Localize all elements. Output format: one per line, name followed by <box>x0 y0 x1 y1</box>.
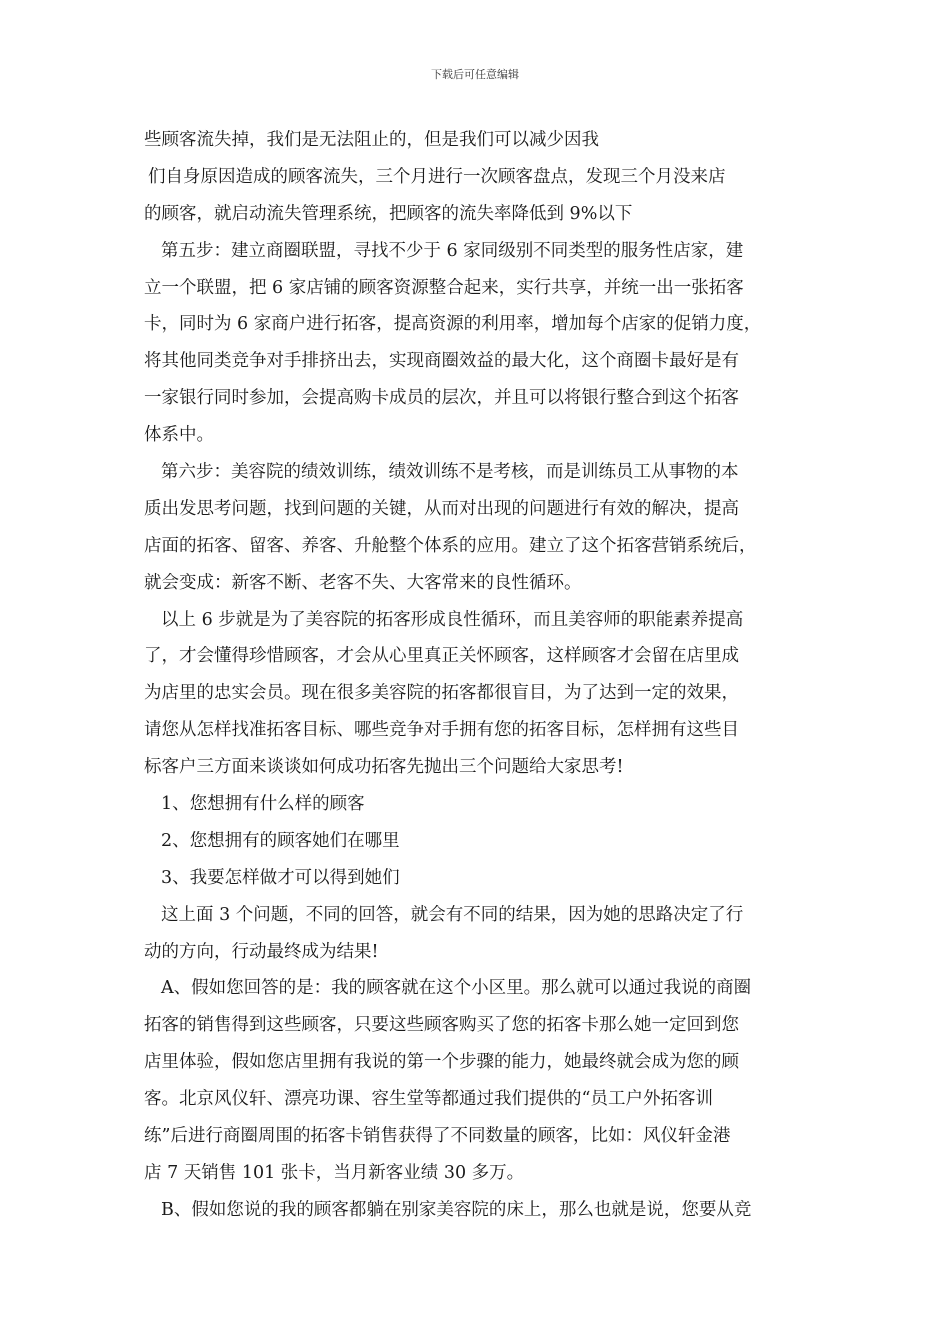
text-line: 拓客的销售得到这些顾客，只要这些顾客购买了您的拓客卡那么她一定回到您 <box>144 1015 739 1036</box>
paragraph-b-start: B、假如您说的我的顾客都躺在别家美容院的床上，那么也就是说，您要从竞 <box>161 1199 752 1220</box>
paragraph-a-start: A、假如您回答的是：我的顾客就在这个小区里。那么就可以通过我说的商圈 <box>161 978 752 999</box>
text-line: 为店里的忠实会员。现在很多美容院的拓客都很盲目，为了达到一定的效果， <box>144 683 739 704</box>
question-item-2: 2、您想拥有的顾客她们在哪里 <box>161 830 400 851</box>
question-item-1: 1、您想拥有什么样的顾客 <box>161 794 365 815</box>
paragraph-step6-start: 第六步：美容院的绩效训练，绩效训练不是考核，而是训练员工从事物的本 <box>161 462 739 483</box>
text-line: 了，才会懂得珍惜顾客，才会从心里真正关怀顾客，这样顾客才会留在店里成 <box>144 646 739 667</box>
text-line: 标客户三方面来谈谈如何成功拓客先抛出三个问题给大家思考! <box>144 757 624 778</box>
text-line: 卡，同时为 6 家商户进行拓客，提高资源的利用率，增加每个店家的促销力度， <box>144 314 762 335</box>
text-line: 质出发思考问题，找到问题的关键，从而对出现的问题进行有效的解决，提高 <box>144 498 739 519</box>
paragraph-summary-start: 以上 6 步就是为了美容院的拓客形成良性循环，而且美容师的职能素养提高 <box>161 609 744 630</box>
text-line: 练”后进行商圈周围的拓客卡销售获得了不同数量的顾客，比如：风仪轩金港 <box>144 1126 731 1147</box>
text-line: 动的方向，行动最终成为结果! <box>144 941 379 962</box>
text-line: 客。北京风仪轩、漂亮功课、容生堂等都通过我们提供的“员工户外拓客训 <box>144 1089 713 1110</box>
paragraph-answers-start: 这上面 3 个问题，不同的回答，就会有不同的结果，因为她的思路决定了行 <box>161 904 744 925</box>
page-header: 下载后可任意编辑 <box>431 68 519 81</box>
text-line: 们自身原因造成的顾客流失，三个月进行一次顾客盘点，发现三个月没来店 <box>148 166 726 187</box>
text-line: 些顾客流失掉，我们是无法阻止的，但是我们可以减少因我 <box>144 130 599 150</box>
text-line: 的顾客，就启动流失管理系统，把顾客的流失率降低到 9%以下 <box>144 203 633 224</box>
text-line: 店里体验，假如您店里拥有我说的第一个步骤的能力，她最终就会成为您的顾 <box>144 1052 739 1073</box>
text-line: 体系中。 <box>144 425 214 446</box>
question-item-3: 3、我要怎样做才可以得到她们 <box>161 867 400 888</box>
paragraph-step5-start: 第五步：建立商圈联盟，寻找不少于 6 家同级别不同类型的服务性店家，建 <box>161 240 744 261</box>
text-line: 店 7 天销售 101 张卡，当月新客业绩 30 多万。 <box>144 1162 525 1183</box>
text-line: 就会变成：新客不断、老客不失、大客常来的良性循环。 <box>144 572 582 593</box>
document-body <box>144 122 809 1229</box>
text-line: 店面的拓客、留客、养客、升舱整个体系的应用。建立了这个拓客营销系统后， <box>144 535 757 556</box>
text-line: 将其他同类竞争对手排挤出去，实现商圈效益的最大化，这个商圈卡最好是有 <box>144 351 739 372</box>
text-line: 一家银行同时参加，会提高购卡成员的层次，并且可以将银行整合到这个拓客 <box>144 388 739 409</box>
text-line: 立一个联盟，把 6 家店铺的顾客资源整合起来，实行共享，并统一出一张拓客 <box>144 277 744 298</box>
text-line: 请您从怎样找准拓客目标、哪些竞争对手拥有您的拓客目标，怎样拥有这些目 <box>144 720 739 741</box>
